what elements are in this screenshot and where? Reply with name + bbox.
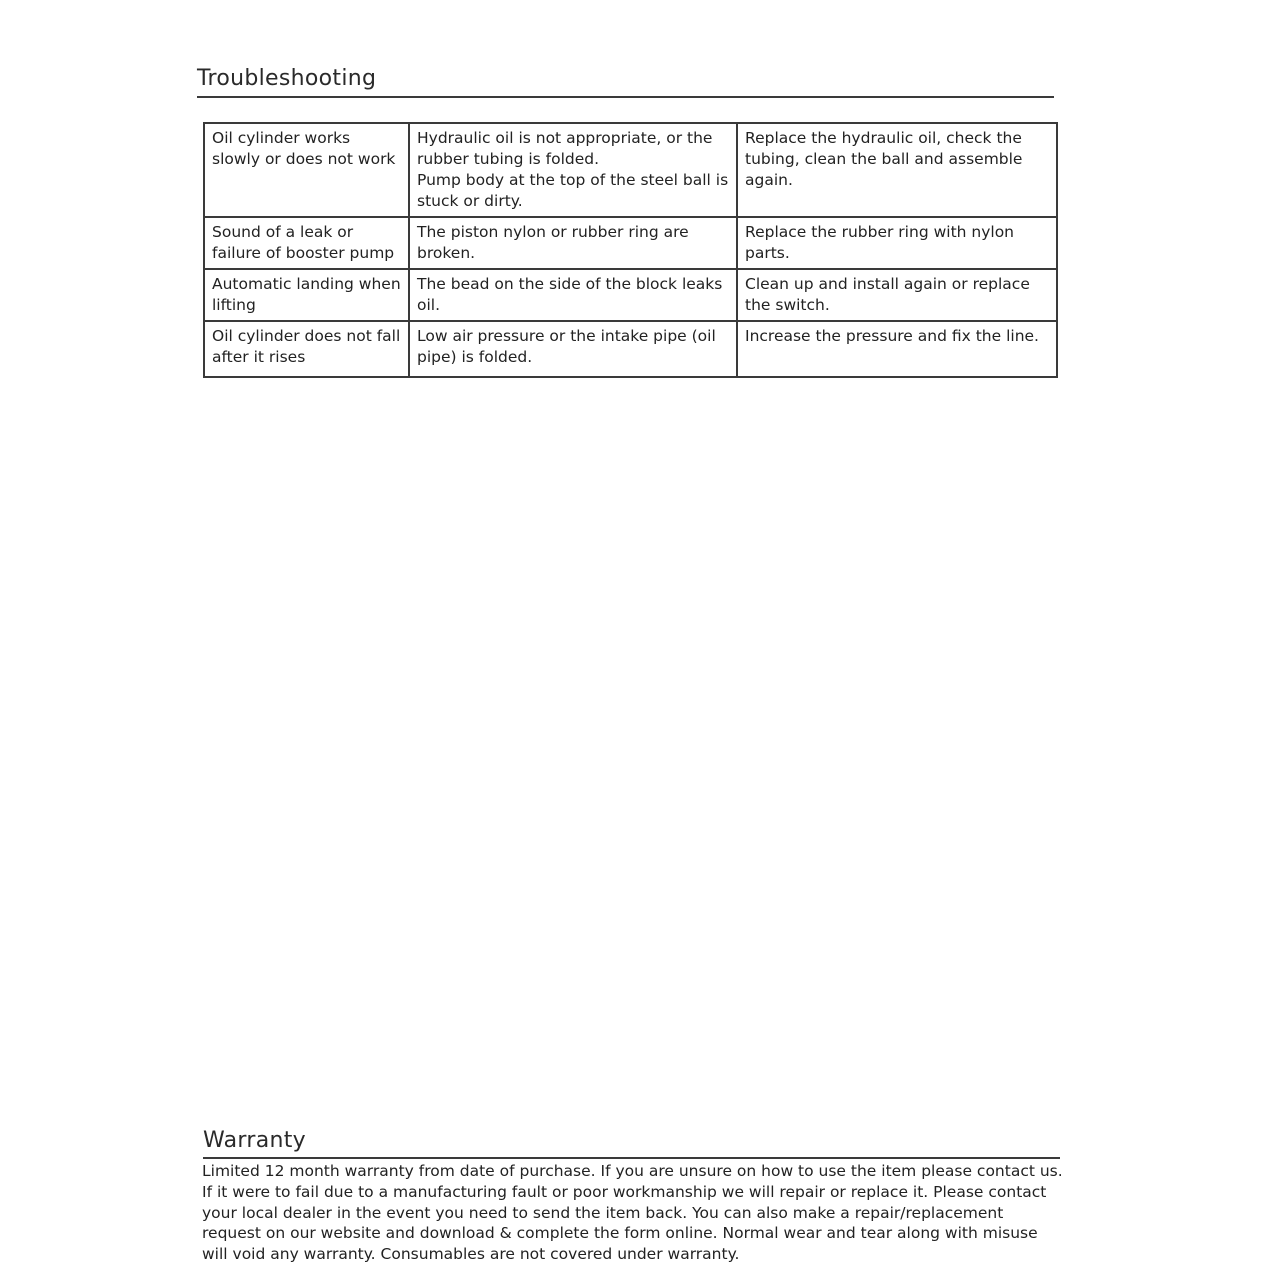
problem-cell: Oil cylinder works slowly or does not work [204, 123, 409, 217]
cause-cell: Low air pressure or the intake pipe (oil pipe) is folded. [409, 321, 737, 377]
warranty-heading: Warranty [203, 1128, 307, 1153]
solution-cell: Replace the hydraulic oil, check the tubing, clean the ball and assemble again. [737, 123, 1057, 217]
troubleshooting-table [203, 122, 1058, 378]
warranty-line: If it were to fail due to a manufacturing fault or poor workmanship we will repair or replace it. Please contact [202, 1182, 1047, 1201]
warranty-divider [203, 1157, 1060, 1159]
warranty-line: Limited 12 month warranty from date of purchase. If you are unsure on how to use the item please contact us. [202, 1162, 1063, 1180]
solution-cell: Clean up and install again or replace the switch. [737, 269, 1057, 321]
problem-cell: Oil cylinder does not fall after it rises [204, 321, 409, 377]
table-row [204, 123, 1057, 217]
table-row [204, 217, 1057, 269]
troubleshooting-heading: Troubleshooting [197, 66, 377, 91]
problem-cell: Sound of a leak or failure of booster pump [204, 217, 409, 269]
problem-cell: Automatic landing when lifting [204, 269, 409, 321]
table-row [204, 269, 1057, 321]
cause-cell: Hydraulic oil is not appropriate, or the rubber tubing is folded. Pump body at the top of the steel ball is stuck or dirty. [409, 123, 737, 217]
cause-cell: The bead on the side of the block leaks oil. [409, 269, 737, 321]
warranty-text [202, 1161, 1072, 1265]
table-row [204, 321, 1057, 377]
troubleshooting-divider [197, 96, 1054, 98]
solution-cell: Replace the rubber ring with nylon parts. [737, 217, 1057, 269]
solution-cell: Increase the pressure and fix the line. [737, 321, 1057, 377]
warranty-line: your local dealer in the event you need to send the item back. You can also make a repair/replacement [202, 1203, 1004, 1222]
warranty-line: will void any warranty. Consumables are not covered under warranty. [202, 1245, 740, 1264]
warranty-line: request on our website and download & complete the form online. Normal wear and tear along with misuse [202, 1224, 1038, 1243]
cause-cell: The piston nylon or rubber ring are broken. [409, 217, 737, 269]
